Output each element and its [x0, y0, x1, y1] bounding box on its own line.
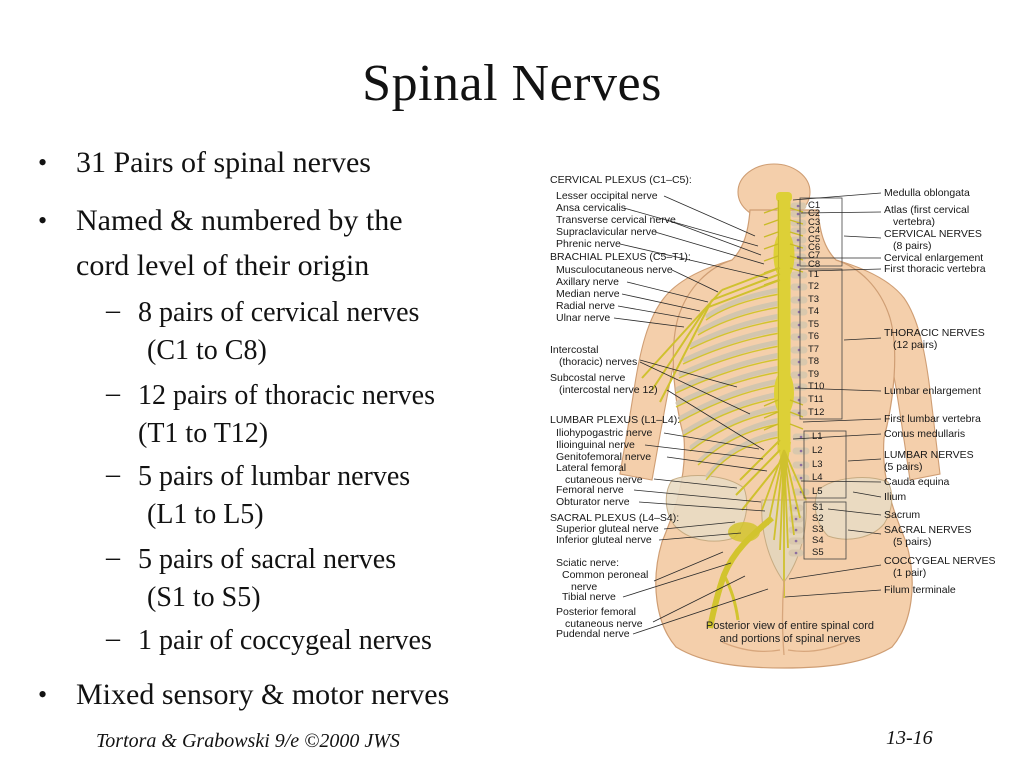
vertebra-label-c4: C4 [808, 225, 821, 236]
label-lateral-femoral-cutaneous: Lateral femoral cutaneous nerve [556, 462, 643, 486]
label-medulla-oblongata: Medulla oblongata [884, 187, 970, 199]
vertebra-label-t2: T2 [808, 281, 820, 292]
label-common-peroneal: Common peroneal nerve [562, 569, 649, 593]
vertebra-label-t1: T1 [808, 269, 820, 280]
vertebra-label-c2: C2 [808, 208, 821, 219]
figure-caption: Posterior view of entire spinal cord and portions of spinal nerves [705, 620, 875, 645]
vertebra-label-c7: C7 [808, 250, 821, 261]
sub-bullet-text [138, 541, 518, 617]
label-musculocutaneous: Musculocutaneous nerve [556, 264, 673, 276]
label-lesser-occipital: Lesser occipital nerve [556, 190, 658, 202]
vertebra-label-t9: T9 [808, 369, 820, 380]
label-brachial-plexus-header: BRACHIAL PLEXUS (C5–T1): [550, 251, 691, 263]
vertebra-label-t4: T4 [808, 306, 820, 317]
vertebra-label-c5: C5 [808, 234, 821, 245]
vertebra-label-t5: T5 [808, 319, 820, 330]
label-conus-medullaris: Conus medullaris [884, 428, 966, 440]
bullet-glyph: • [38, 680, 48, 709]
label-lumbar-enlargement: Lumbar enlargement [884, 385, 981, 397]
page-title: Spinal Nerves [362, 55, 662, 112]
vertebra-label-t6: T6 [808, 331, 820, 342]
label-obturator: Obturator nerve [556, 496, 630, 508]
label-sacral-nerves: SACRAL NERVES (5 pairs) [884, 524, 972, 548]
sub-line: (T1 to T12) [138, 418, 269, 449]
label-coccygeal-nerves: COCCYGEAL NERVES (1 pair) [884, 555, 996, 579]
vertebra-label-l3: L3 [812, 459, 823, 470]
label-atlas: Atlas (first cervical vertebra) [884, 204, 970, 228]
label-first-thoracic-vertebra: First thoracic vertebra [884, 263, 986, 275]
sub-line: (S1 to S5) [147, 582, 261, 613]
label-posterior-femoral-cutaneous: Posterior femoral cutaneous nerve [556, 606, 643, 630]
sub-line: (C1 to C8) [147, 335, 267, 366]
vertebra-label-t10: T10 [808, 381, 825, 392]
label-pudendal: Pudendal nerve [556, 628, 630, 640]
footer-credit: Tortora & Grabowski 9/e ©2000 JWS [96, 730, 400, 752]
label-cervical-enlargement: Cervical enlargement [884, 252, 984, 264]
sub-bullet-text [138, 294, 518, 370]
footer-page-number: 13-16 [886, 727, 933, 749]
sub-bullet-text [138, 377, 518, 453]
sub-line: 5 pairs of sacral nerves [138, 544, 397, 575]
label-sacral-plexus-header: SACRAL PLEXUS (L4–S4): [550, 512, 680, 524]
dash-glyph: – [106, 378, 120, 409]
vertebra-label-l5: L5 [812, 486, 823, 497]
label-thoracic-nerves: THORACIC NERVES (12 pairs) [884, 327, 985, 351]
sub-line: 5 pairs of lumbar nerves [138, 461, 411, 492]
label-iliohypogastric: Iliohypogastric nerve [556, 427, 653, 439]
vertebra-label-s5: S5 [812, 547, 824, 558]
dash-glyph: – [106, 459, 120, 490]
label-filum-terminale: Filum terminale [884, 584, 956, 596]
spinal-cord-diagram [512, 150, 1024, 670]
vertebra-label-s1: S1 [812, 502, 824, 513]
sub-bullet-text: 1 pair of coccygeal nerves [138, 625, 432, 656]
label-cauda-equina: Cauda equina [884, 476, 950, 488]
label-radial: Radial nerve [556, 300, 615, 312]
sub-line: (L1 to L5) [147, 499, 264, 530]
vertebra-label-t8: T8 [808, 356, 820, 367]
label-cervical-plexus-header: CERVICAL PLEXUS (C1–C5): [550, 174, 692, 186]
label-phrenic: Phrenic nerve [556, 238, 621, 250]
label-cervical-nerves: CERVICAL NERVES (8 pairs) [884, 228, 982, 252]
vertebra-label-s3: S3 [812, 524, 824, 535]
vertebra-label-c6: C6 [808, 242, 821, 253]
label-sacrum: Sacrum [884, 509, 921, 521]
label-superior-gluteal: Superior gluteal nerve [556, 523, 659, 535]
label-sciatic-header: Sciatic nerve: [556, 557, 620, 569]
vertebra-label-l4: L4 [812, 472, 823, 483]
vertebra-label-l1: L1 [812, 431, 823, 442]
vertebra-label-s4: S4 [812, 535, 824, 546]
label-ulnar: Ulnar nerve [556, 312, 611, 324]
label-inferior-gluteal: Inferior gluteal nerve [556, 534, 652, 546]
bullet-text: 31 Pairs of spinal nerves [76, 146, 371, 179]
vertebra-label-l2: L2 [812, 445, 823, 456]
vertebra-label-t3: T3 [808, 294, 820, 305]
sub-line: 12 pairs of thoracic nerves [138, 380, 435, 411]
sub-bullet-text [138, 458, 518, 534]
vertebra-label-s2: S2 [812, 513, 824, 524]
label-intercostal: Intercostal (thoracic) nerves [550, 344, 638, 368]
vertebra-label-c1: C1 [808, 200, 821, 211]
vertebra-label-c3: C3 [808, 217, 821, 228]
bullet-line: cord level of their origin [76, 249, 370, 282]
sub-line: 8 pairs of cervical nerves [138, 297, 420, 328]
label-first-lumbar-vertebra: First lumbar vertebra [884, 413, 981, 425]
label-median: Median nerve [556, 288, 620, 300]
bullet-line: Named & numbered by the [76, 204, 403, 237]
label-subcostal: Subcostal nerve (intercostal nerve 12) [550, 372, 658, 396]
label-genitofemoral: Genitofemoral nerve [556, 451, 652, 463]
dash-glyph: – [106, 295, 120, 326]
dash-glyph: – [106, 542, 120, 573]
label-tibial: Tibial nerve [562, 591, 616, 603]
label-ilium: Ilium [884, 491, 907, 503]
dash-glyph: – [106, 623, 120, 654]
vertebra-label-t12: T12 [808, 407, 825, 418]
label-supraclavicular: Supraclavicular nerve [556, 226, 657, 238]
bullet-glyph: • [38, 206, 48, 235]
label-axillary: Axillary nerve [556, 276, 620, 288]
label-transverse-cervical: Transverse cervical nerve [556, 214, 676, 226]
label-lumbar-nerves: LUMBAR NERVES (5 pairs) [884, 449, 974, 473]
bullet-text: Mixed sensory & motor nerves [76, 678, 450, 711]
label-femoral: Femoral nerve [556, 484, 624, 496]
vertebra-label-t7: T7 [808, 344, 820, 355]
label-lumbar-plexus-header: LUMBAR PLEXUS (L1–L4): [550, 414, 681, 426]
bullet-text [76, 198, 516, 288]
vertebra-label-t11: T11 [808, 394, 824, 405]
label-ansa-cervicalis: Ansa cervicalis [556, 202, 627, 214]
label-ilioinguinal: Ilioinguinal nerve [556, 439, 635, 451]
bullet-glyph: • [38, 148, 48, 177]
vertebra-label-c8: C8 [808, 259, 821, 270]
